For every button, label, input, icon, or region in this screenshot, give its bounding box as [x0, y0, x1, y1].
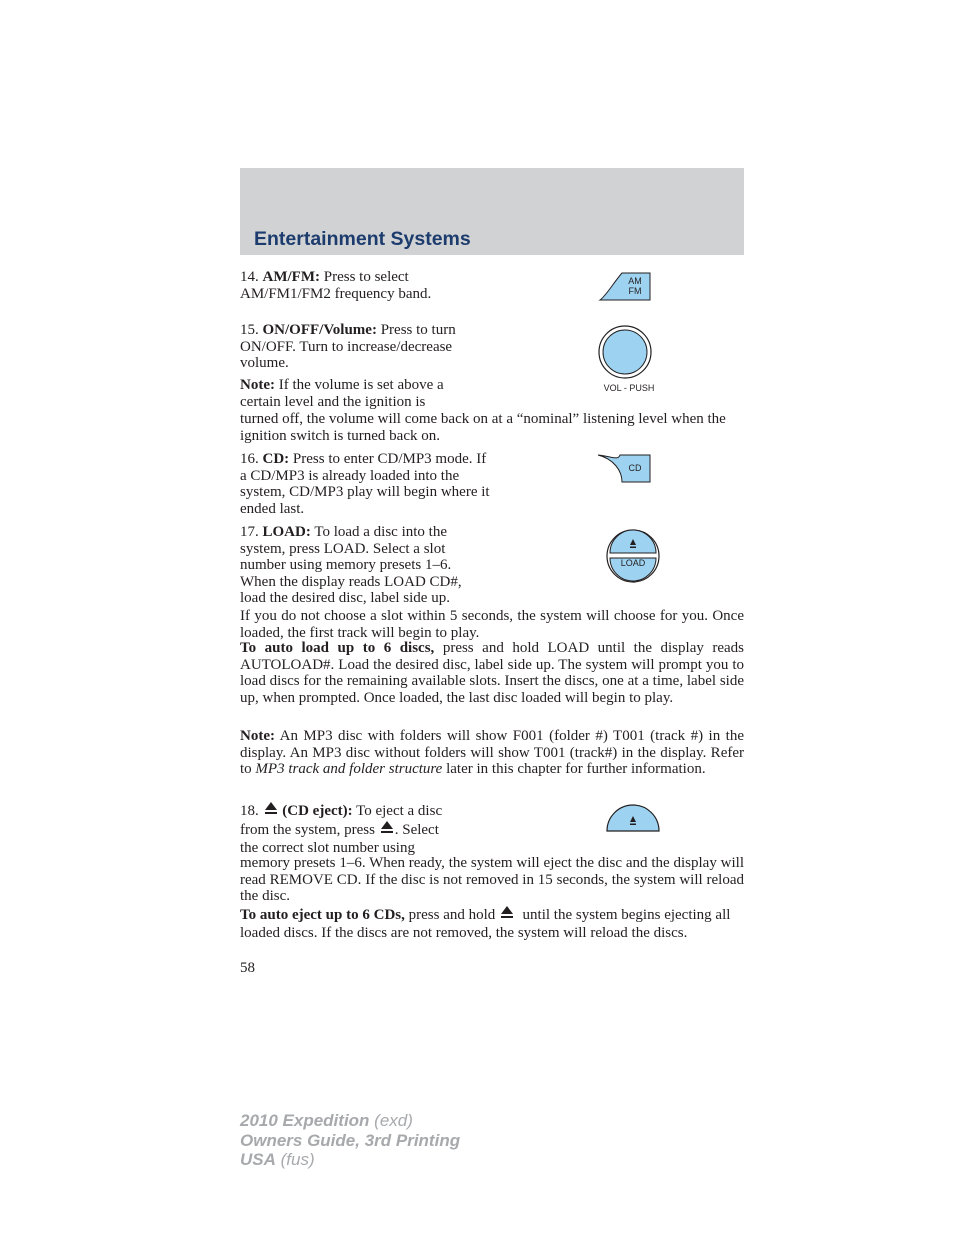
section-header: [240, 168, 744, 255]
paragraph-eject-detail: memory presets 1–6. When ready, the system will eject the disc and the display will read REMOVE CD. If the disc is not removed in 15 seconds, the system will reload the disc.: [240, 855, 744, 904]
footer-edition: 2010 Expedition (exd) Owners Guide, 3rd Printing USA (fus): [240, 1111, 461, 1169]
page-number: 58: [240, 960, 255, 976]
item-17-load: 17. LOAD: To load a disc into the system, press LOAD. Select a slot number using memory presets 1–6. When the display reads LOAD CD#, load the desired disc, label side up.: [240, 524, 462, 606]
svg-text:VOL - PUSH: VOL - PUSH: [603, 383, 655, 393]
paragraph-auto-load: To auto load up to 6 discs, press and hold LOAD until the display reads AUTOLOAD#. Load the desired disc, label side up. The system will prompt you to load discs for the remaining available slots. Insert the discs, one at a time, label side up, when prompted. Once loaded, the last disc loaded will begin to play.: [240, 640, 745, 706]
paragraph-auto-eject: To auto eject up to 6 CDs, press and hold until the system begins ejecting all loaded discs. If the discs are not removed, the system will reload the discs.: [240, 907, 731, 941]
volume-knob-icon: [596, 324, 660, 396]
load-button-icon: [604, 528, 662, 584]
item-18-eject: 18. (CD eject): To eject a disc from the system, press . Select the correct slot number using: [240, 803, 443, 856]
item-16-cd: 16. CD: Press to enter CD/MP3 mode. If a CD/MP3 is already loaded into the system, CD/MP3 play will begin where it ended last.: [240, 451, 490, 517]
svg-text:AM: AM: [628, 276, 642, 286]
item-15-volume: 15. ON/OFF/Volume: Press to turn ON/OFF. Turn to increase/decrease volume.: [240, 322, 456, 371]
cd-button-icon: [596, 453, 652, 485]
note-15-a: Note: If the volume is set above a certain level and the ignition is: [240, 377, 444, 410]
amfm-button-icon: [598, 272, 652, 302]
eject-icon: [379, 820, 395, 834]
eject-button-icon: [604, 804, 662, 834]
note-15-b: turned off, the volume will come back on at a “nominal” listening level when the ignition switch is turned back on.: [240, 411, 726, 444]
paragraph-slot-choice: If you do not choose a slot within 5 seconds, the system will choose for you. Once loaded, the first track will begin to play.: [240, 608, 744, 641]
note-mp3: Note: An MP3 disc with folders will show F001 (folder #) T001 (track #) in the display. An MP3 disc without folders will show T001 (track#) in the display. Refer to MP3 track and folder structure later in this chapter for further information.: [240, 728, 744, 777]
svg-text:CD: CD: [628, 463, 642, 473]
section-title: Entertainment Systems: [254, 228, 471, 250]
svg-text:LOAD: LOAD: [620, 558, 646, 568]
eject-icon: [263, 801, 279, 815]
svg-text:FM: FM: [628, 286, 642, 296]
item-14-amfm: 14. AM/FM: Press to select AM/FM1/FM2 frequency band.: [240, 269, 432, 302]
eject-icon: [499, 905, 515, 919]
